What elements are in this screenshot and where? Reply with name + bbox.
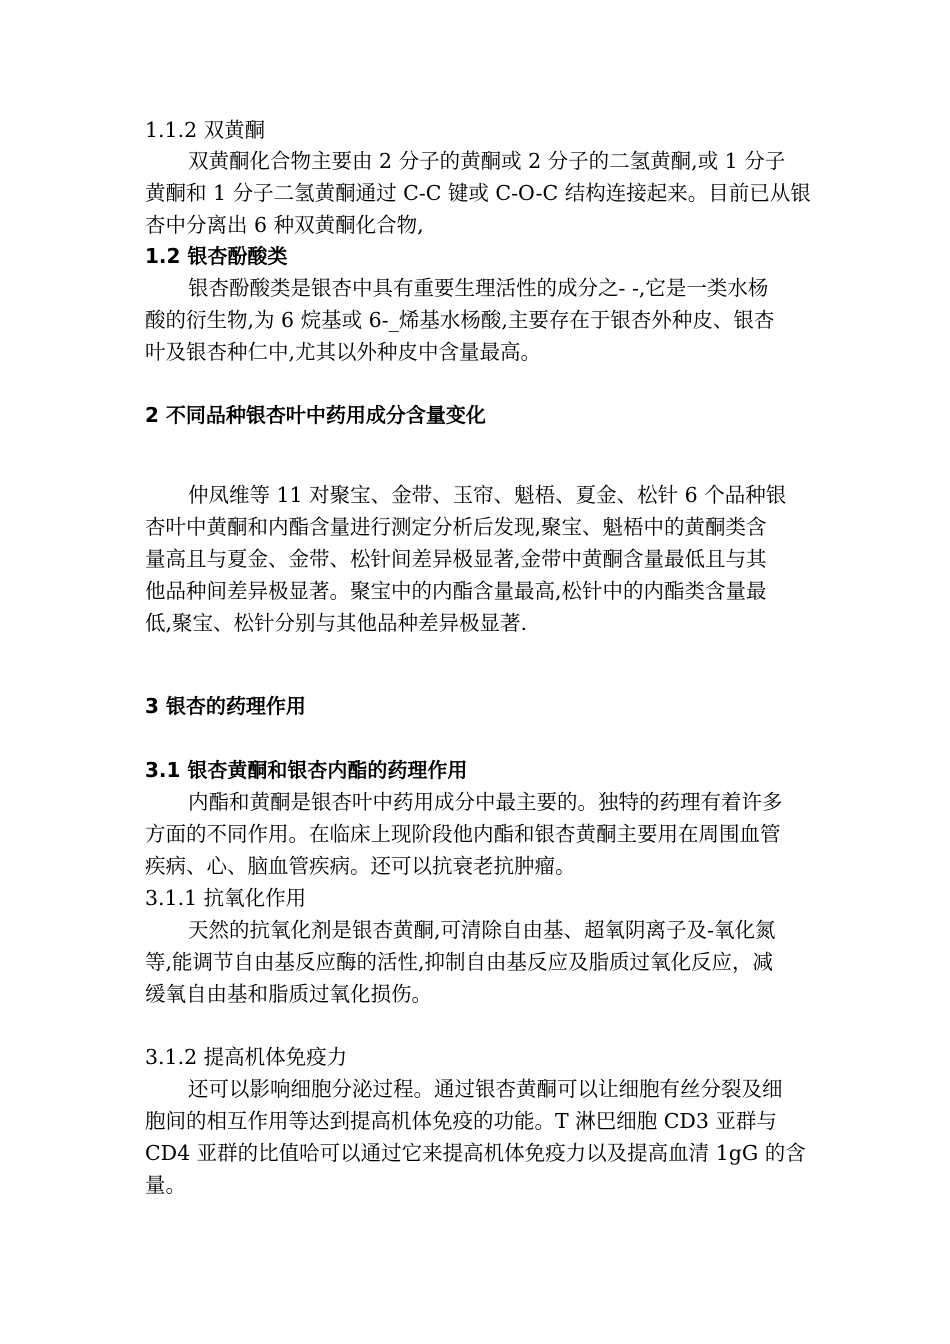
paragraph-line: 疾病、心、脑血管疾病。还可以抗衰老抗肿瘤。 <box>145 854 576 878</box>
paragraph-line: 酸的衍生物,为 6 烷基或 6-_烯基水杨酸,主要存在于银杏外种皮、银杏 <box>145 308 775 332</box>
section-heading-1-2: 1.2 银杏酚酸类 <box>145 244 288 268</box>
paragraph-line: 胞间的相互作用等达到提高机体免疫的功能。T 淋巴细胞 CD3 亚群与 <box>145 1109 777 1133</box>
paragraph-line: CD4 亚群的比值哈可以通过它来提高机体免疫力以及提高血清 1gG 的含 <box>145 1141 806 1165</box>
paragraph-line: 杏中分离出 6 种双黄酮化合物, <box>145 213 424 237</box>
paragraph-line: 叶及银杏种仁中,尤其以外种皮中含量最高。 <box>145 340 542 364</box>
paragraph-line: 仲凤维等 11 对聚宝、金带、玉帘、魁梧、夏金、松针 6 个品种银 <box>188 483 787 507</box>
paragraph-line: 还可以影响细胞分泌过程。通过银杏黄酮可以让细胞有丝分裂及细 <box>188 1077 783 1101</box>
paragraph-line: 银杏酚酸类是银杏中具有重要生理活性的成分之- -,它是一类水杨 <box>188 276 769 300</box>
paragraph-line: 他品种间差异极显著。聚宝中的内酯含量最高,松针中的内酯类含量最 <box>145 579 767 603</box>
paragraph-line: 低,聚宝、松针分别与其他品种差异极显著. <box>145 611 528 635</box>
paragraph-line: 内酯和黄酮是银杏叶中药用成分中最主要的。独特的药理有着许多 <box>188 790 783 814</box>
section-heading-3-1: 3.1 银杏黄酮和银杏内酯的药理作用 <box>145 758 468 782</box>
paragraph-line: 量高且与夏金、金带、松针间差异极显著,金带中黄酮含量最低且与其 <box>145 547 767 571</box>
section-heading-1-1-2: 1.1.2 双黄酮 <box>145 118 266 142</box>
paragraph-line: 天然的抗氧化剂是银杏黄酮,可清除自由基、超氧阴离子及-氧化氮 <box>188 918 776 942</box>
paragraph-line: 缓氧自由基和脂质过氧化损伤。 <box>145 982 432 1006</box>
paragraph-line: 量。 <box>145 1173 186 1197</box>
paragraph-line: 黄酮和 1 分子二氢黄酮通过 C-C 键或 C-O-C 结构连接起来。目前已从银 <box>145 181 811 205</box>
paragraph-line: 方面的不同作用。在临床上现阶段他内酯和银杏黄酮主要用在周围血管 <box>145 822 781 846</box>
paragraph-line: 杏叶中黄酮和内酯含量进行测定分析后发现,聚宝、魁梧中的黄酮类含 <box>145 515 767 539</box>
section-heading-2: 2 不同品种银杏叶中药用成分含量变化 <box>145 403 486 427</box>
section-heading-3: 3 银杏的药理作用 <box>145 694 306 718</box>
section-heading-3-1-1: 3.1.1 抗氧化作用 <box>145 886 307 910</box>
paragraph-line: 等,能调节自由基反应酶的活性,抑制自由基反应及脂质过氧化反应，减 <box>145 950 774 974</box>
section-heading-3-1-2: 3.1.2 提高机体免疫力 <box>145 1045 348 1069</box>
paragraph-line: 双黄酮化合物主要由 2 分子的黄酮或 2 分子的二氢黄酮,或 1 分子 <box>188 149 786 173</box>
